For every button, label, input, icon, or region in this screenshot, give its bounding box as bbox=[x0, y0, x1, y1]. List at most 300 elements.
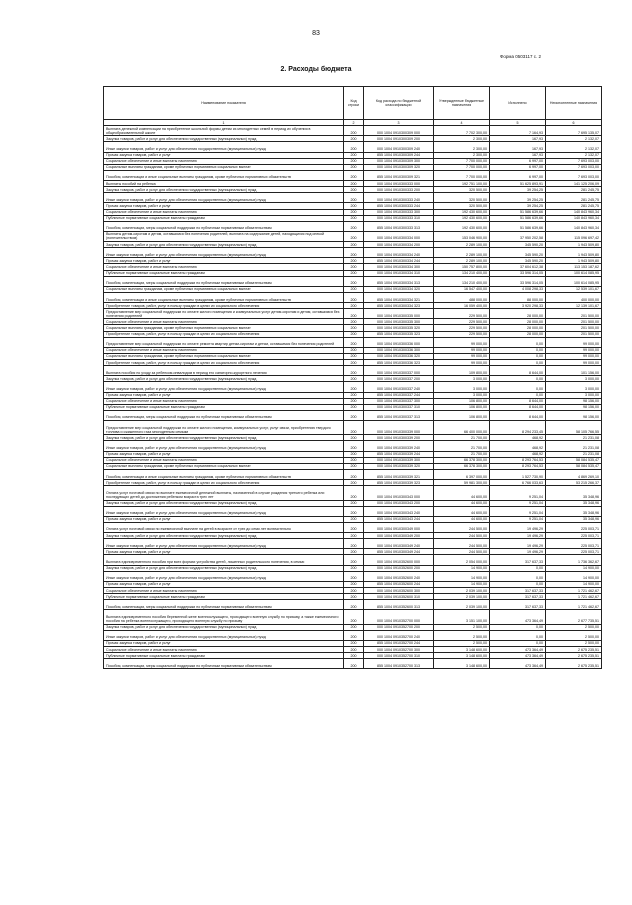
table-row bbox=[104, 486, 602, 500]
row-budget-code: 000 1004 0910300339 200 bbox=[364, 435, 434, 441]
row-executed: 33 596 314,05 bbox=[490, 276, 546, 286]
row-name: Закупка товаров, работ и услуг для обеспечения государственных (муниципальных) нужд bbox=[104, 565, 344, 571]
expenses-table bbox=[103, 86, 602, 669]
row-budget-code: 000 1004 0910352700 300 bbox=[364, 647, 434, 653]
row-remaining: 98 156,00 bbox=[546, 410, 602, 420]
row-executed: 0,00 bbox=[490, 630, 546, 640]
row-remaining: 21 231,08 bbox=[546, 451, 602, 457]
row-name: Социальное обеспечение и иные выплаты населению bbox=[104, 158, 344, 164]
row-budget-code: 000 1004 0910300343 240 bbox=[364, 506, 434, 516]
row-name: Прочая закупка товаров, работ и услуг bbox=[104, 451, 344, 457]
row-budget-code: 855 1004 0910300334 313 bbox=[364, 276, 434, 286]
row-budget-code: 855 1004 0910300349 244 bbox=[364, 549, 434, 555]
form-code: Форма 0503117 с. 2 bbox=[500, 54, 541, 59]
row-budget-code: 000 1004 0910352700 310 bbox=[364, 653, 434, 659]
row-line-code: 200 bbox=[344, 164, 364, 170]
row-executed: 19 496,29 bbox=[490, 522, 546, 532]
row-remaining: 140 843 960,34 bbox=[546, 221, 602, 231]
row-approved: 244 500,00 bbox=[434, 522, 490, 532]
row-name: Пособия, компенсации, меры социальной поддержки по публичным нормативным обязательствам bbox=[104, 600, 344, 610]
row-remaining: 7 695 135,07 bbox=[546, 126, 602, 136]
row-remaining: 35 348,96 bbox=[546, 516, 602, 522]
row-name: Выплата пособия по уходу за ребенком-инвалидом в период его санаторно-курортного лечения bbox=[104, 366, 344, 376]
row-name: Предоставление мер социальной поддержки по оплате ремонта квартир детям-сиротам и детям, оставшимся без попечения родителей bbox=[104, 337, 344, 347]
row-executed: 51 625 893,91 bbox=[490, 181, 546, 187]
row-name: Публичные нормативные социальные выплаты гражданам bbox=[104, 594, 344, 600]
row-remaining: 225 003,71 bbox=[546, 539, 602, 549]
row-name: Приобретение товаров, работ, услуг в пользу граждан в целях их социального обеспечения bbox=[104, 360, 344, 366]
row-name: Публичные нормативные социальные выплаты гражданам bbox=[104, 215, 344, 221]
column-number: 5 bbox=[490, 120, 546, 126]
row-executed: 19 496,29 bbox=[490, 533, 546, 539]
row-budget-code: 000 1004 0910300349 200 bbox=[364, 533, 434, 539]
row-budget-code: 000 1004 0910300337 300 bbox=[364, 398, 434, 404]
row-budget-code: 000 1004 0910300309 200 bbox=[364, 136, 434, 142]
row-budget-code: 000 1004 0910300334 320 bbox=[364, 286, 434, 292]
row-executed: 345 590,20 bbox=[490, 258, 546, 264]
row-approved: 2 039 100,00 bbox=[434, 588, 490, 594]
row-name: Пособия, компенсации и иные социальные выплаты гражданам, кроме публичных нормативных обязательств bbox=[104, 170, 344, 180]
row-remaining: 21 231,08 bbox=[546, 441, 602, 451]
row-executed: 9 251,04 bbox=[490, 500, 546, 506]
row-line-code: 200 bbox=[344, 221, 364, 231]
row-approved: 134 210 400,00 bbox=[434, 276, 490, 286]
row-remaining: 14 900,00 bbox=[546, 565, 602, 571]
row-executed: 317 637,33 bbox=[490, 588, 546, 594]
row-line-code: 200 bbox=[344, 392, 364, 398]
row-approved: 21 700,00 bbox=[434, 451, 490, 457]
row-remaining: 2 675 235,51 bbox=[546, 647, 602, 653]
row-line-code: 200 bbox=[344, 624, 364, 630]
row-line-code: 200 bbox=[344, 653, 364, 659]
row-executed: 28 000,00 bbox=[490, 309, 546, 319]
row-executed: 19 496,29 bbox=[490, 539, 546, 549]
row-name: Иные закупки товаров, работ и услуг для обеспечения государственных (муниципальных) нужд bbox=[104, 539, 344, 549]
row-budget-code: 855 1004 0910300334 244 bbox=[364, 258, 434, 264]
row-approved: 21 700,00 bbox=[434, 435, 490, 441]
row-line-code: 200 bbox=[344, 659, 364, 669]
row-approved: 320 500,00 bbox=[434, 203, 490, 209]
row-line-code: 200 bbox=[344, 516, 364, 522]
row-approved: 16 059 400,00 bbox=[434, 303, 490, 309]
row-approved: 2 300,00 bbox=[434, 136, 490, 142]
row-remaining: 4 869 269,10 bbox=[546, 469, 602, 479]
row-approved: 244 500,00 bbox=[434, 549, 490, 555]
row-approved: 7 702 300,00 bbox=[434, 126, 490, 136]
row-name: Предоставление мер социальной поддержки по оплате жилого помещения, коммунальных услуг, услуг связи, приобретению твердого топлива и сжиженного газа многодетным семьям bbox=[104, 421, 344, 435]
row-remaining: 98 156,00 bbox=[546, 398, 602, 404]
row-executed: 9 251,04 bbox=[490, 516, 546, 522]
row-remaining: 53 215 266,37 bbox=[546, 480, 602, 486]
row-line-code: 200 bbox=[344, 152, 364, 158]
row-line-code: 200 bbox=[344, 193, 364, 203]
row-approved: 134 210 400,00 bbox=[434, 270, 490, 276]
row-budget-code: 000 1004 0910300333 240 bbox=[364, 193, 434, 203]
row-budget-code: 855 1004 0910300309 244 bbox=[364, 152, 434, 158]
row-approved: 3 148 600,00 bbox=[434, 653, 490, 659]
row-executed: 28 000,00 bbox=[490, 319, 546, 325]
row-budget-code: 855 1004 0910300339 323 bbox=[364, 480, 434, 486]
column-number: 3 bbox=[364, 120, 434, 126]
row-approved: 3 148 600,00 bbox=[434, 647, 490, 653]
row-budget-code: 855 1004 0910300339 244 bbox=[364, 451, 434, 457]
row-name: Пособия, компенсации, меры социальной поддержки по публичным нормативным обязательствам bbox=[104, 410, 344, 420]
row-name: Социальное обеспечение и иные выплаты населению bbox=[104, 264, 344, 270]
row-name: Социальное обеспечение и иные выплаты населению bbox=[104, 588, 344, 594]
row-budget-code: 000 1004 0910300333 310 bbox=[364, 215, 434, 221]
row-name: Прочая закупка товаров, работ и услуг bbox=[104, 549, 344, 555]
row-name: Прочая закупка товаров, работ и услуг bbox=[104, 203, 344, 209]
table-row bbox=[104, 366, 602, 376]
row-approved: 3 000,00 bbox=[434, 392, 490, 398]
row-budget-code: 000 1004 0910300335 320 bbox=[364, 325, 434, 331]
table-row bbox=[104, 506, 602, 516]
row-budget-code: 855 1004 0910300309 321 bbox=[364, 170, 434, 180]
row-budget-code: 000 1004 0910352600 200 bbox=[364, 565, 434, 571]
row-line-code: 200 bbox=[344, 480, 364, 486]
row-executed: 7 164,93 bbox=[490, 126, 546, 136]
row-executed: 167,93 bbox=[490, 152, 546, 158]
row-line-code: 200 bbox=[344, 565, 364, 571]
row-approved: 66 378 300,00 bbox=[434, 457, 490, 463]
row-budget-code: 000 1004 0910300339 300 bbox=[364, 457, 434, 463]
row-line-code: 200 bbox=[344, 549, 364, 555]
table-row bbox=[104, 610, 602, 624]
row-executed: 167,93 bbox=[490, 136, 546, 142]
row-executed: 0,00 bbox=[490, 353, 546, 359]
row-budget-code: 000 1004 0910300333 200 bbox=[364, 187, 434, 193]
row-executed: 51 586 639,66 bbox=[490, 215, 546, 221]
row-remaining: 1 721 462,67 bbox=[546, 594, 602, 600]
row-name: Закупка товаров, работ и услуг для обеспечения государственных (муниципальных) нужд bbox=[104, 376, 344, 382]
row-budget-code: 000 1004 0910300339 000 bbox=[364, 421, 434, 435]
row-approved: 2 289 100,00 bbox=[434, 248, 490, 258]
row-approved: 229 500,00 bbox=[434, 319, 490, 325]
table-row bbox=[104, 659, 602, 669]
row-executed: 6 997,00 bbox=[490, 170, 546, 180]
row-remaining: 1 943 509,80 bbox=[546, 258, 602, 264]
row-line-code: 200 bbox=[344, 555, 364, 565]
row-executed: 6 997,00 bbox=[490, 164, 546, 170]
row-approved: 192 430 600,00 bbox=[434, 221, 490, 231]
row-line-code: 200 bbox=[344, 410, 364, 420]
table-row bbox=[104, 292, 602, 302]
row-remaining: 100 614 085,95 bbox=[546, 276, 602, 286]
row-approved: 192 751 100,00 bbox=[434, 181, 490, 187]
row-name: Иные закупки товаров, работ и услуг для обеспечения государственных (муниципальных) нужд bbox=[104, 630, 344, 640]
row-remaining: 35 348,96 bbox=[546, 500, 602, 506]
row-budget-code: 000 1004 0910300334 240 bbox=[364, 248, 434, 258]
row-line-code: 200 bbox=[344, 258, 364, 264]
row-name: Социальное обеспечение и иные выплаты населению bbox=[104, 647, 344, 653]
row-budget-code: 000 1004 0910352600 240 bbox=[364, 571, 434, 581]
row-executed: 51 586 639,66 bbox=[490, 209, 546, 215]
row-name: Прочая закупка товаров, работ и услуг bbox=[104, 640, 344, 646]
row-approved: 14 900,00 bbox=[434, 581, 490, 587]
row-executed: 9 251,04 bbox=[490, 486, 546, 500]
row-remaining: 140 843 960,34 bbox=[546, 209, 602, 215]
row-name: Пособия, компенсации, меры социальной поддержки по публичным нормативным обязательствам bbox=[104, 659, 344, 669]
row-name: Прочая закупка товаров, работ и услуг bbox=[104, 258, 344, 264]
row-executed: 0,00 bbox=[490, 581, 546, 587]
row-remaining: 281 245,75 bbox=[546, 187, 602, 193]
row-approved: 14 900,00 bbox=[434, 565, 490, 571]
row-name: Социальные выплаты гражданам, кроме публичных нормативных социальных выплат bbox=[104, 353, 344, 359]
row-remaining: 2 132,07 bbox=[546, 152, 602, 158]
row-budget-code: 000 1004 0910300337 310 bbox=[364, 404, 434, 410]
row-name: Закупка товаров, работ и услуг для обеспечения государственных (муниципальных) нужд bbox=[104, 533, 344, 539]
row-remaining: 201 500,00 bbox=[546, 309, 602, 319]
row-budget-code: 855 1004 0910300334 321 bbox=[364, 292, 434, 302]
row-line-code: 200 bbox=[344, 187, 364, 193]
row-line-code: 200 bbox=[344, 640, 364, 646]
row-executed: 28 000,00 bbox=[490, 325, 546, 331]
row-line-code: 200 bbox=[344, 581, 364, 587]
row-name: Иные закупки товаров, работ и услуг для обеспечения государственных (муниципальных) нужд bbox=[104, 441, 344, 451]
header-remaining: Неисполненные назначения bbox=[546, 87, 602, 120]
row-budget-code: 855 1004 0910352700 313 bbox=[364, 659, 434, 669]
row-remaining: 1 943 509,80 bbox=[546, 248, 602, 258]
row-executed: 317 637,33 bbox=[490, 600, 546, 610]
row-remaining: 7 693 003,00 bbox=[546, 158, 602, 164]
row-line-code: 200 bbox=[344, 647, 364, 653]
row-line-code: 200 bbox=[344, 325, 364, 331]
row-line-code: 200 bbox=[344, 264, 364, 270]
row-name: Приобретение товаров, работ, услуг в пользу граждан в целях их социального обеспечения bbox=[104, 480, 344, 486]
row-approved: 6 397 000,00 bbox=[434, 469, 490, 479]
row-line-code: 200 bbox=[344, 404, 364, 410]
row-budget-code: 855 1004 0910300336 323 bbox=[364, 360, 434, 366]
row-budget-code: 855 1004 0910300337 313 bbox=[364, 410, 434, 420]
row-executed: 39 254,25 bbox=[490, 203, 546, 209]
row-remaining: 99 000,00 bbox=[546, 347, 602, 353]
row-line-code: 200 bbox=[344, 248, 364, 258]
row-remaining: 3 000,00 bbox=[546, 382, 602, 392]
row-remaining: 12 539 101,67 bbox=[546, 286, 602, 292]
row-line-code: 200 bbox=[344, 353, 364, 359]
header-approved: Утвержденные бюджетные назначения bbox=[434, 87, 490, 120]
column-number: 4 bbox=[434, 120, 490, 126]
row-line-code: 200 bbox=[344, 463, 364, 469]
row-budget-code: 000 1004 0910352600 310 bbox=[364, 594, 434, 600]
row-line-code: 200 bbox=[344, 376, 364, 382]
row-executed: 4 008 298,33 bbox=[490, 286, 546, 292]
row-budget-code: 855 1004 0910352600 244 bbox=[364, 581, 434, 587]
row-line-code: 200 bbox=[344, 337, 364, 347]
row-executed: 0,00 bbox=[490, 571, 546, 581]
row-name: Выплата денежной компенсации на приобретение школьной формы детям из многодетных семей в период их обучения в общеобразовательной школе bbox=[104, 126, 344, 136]
row-name: Иные закупки товаров, работ и услуг для обеспечения государственных (муниципальных) нужд bbox=[104, 142, 344, 152]
row-budget-code: 855 1004 0910300333 244 bbox=[364, 203, 434, 209]
row-executed: 8 644,00 bbox=[490, 398, 546, 404]
row-name: Социальные выплаты гражданам, кроме публичных нормативных социальных выплат bbox=[104, 463, 344, 469]
row-approved: 44 600,00 bbox=[434, 500, 490, 506]
row-name: Прочая закупка товаров, работ и услуг bbox=[104, 581, 344, 587]
row-name: Публичные нормативные социальные выплаты гражданам bbox=[104, 404, 344, 410]
row-remaining: 58 084 535,47 bbox=[546, 457, 602, 463]
row-budget-code: 000 1004 0910352600 300 bbox=[364, 588, 434, 594]
row-executed: 473 364,49 bbox=[490, 647, 546, 653]
row-name: Социальные выплаты гражданам, кроме публичных нормативных социальных выплат bbox=[104, 164, 344, 170]
row-remaining: 1 736 362,67 bbox=[546, 555, 602, 565]
column-number: 2 bbox=[344, 120, 364, 126]
row-budget-code: 855 1004 0910300337 244 bbox=[364, 392, 434, 398]
row-line-code: 200 bbox=[344, 158, 364, 164]
row-remaining: 7 693 003,00 bbox=[546, 164, 602, 170]
row-approved: 192 430 600,00 bbox=[434, 209, 490, 215]
row-remaining: 2 677 735,51 bbox=[546, 610, 602, 624]
row-remaining: 2 132,07 bbox=[546, 142, 602, 152]
row-approved: 99 000,00 bbox=[434, 337, 490, 347]
row-budget-code: 855 1004 0910300343 244 bbox=[364, 516, 434, 522]
row-remaining: 14 900,00 bbox=[546, 581, 602, 587]
row-remaining: 1 943 509,80 bbox=[546, 242, 602, 248]
row-budget-code: 000 1004 0910300335 300 bbox=[364, 319, 434, 325]
row-remaining: 225 003,71 bbox=[546, 522, 602, 532]
row-approved: 153 046 900,00 bbox=[434, 231, 490, 241]
row-remaining: 2 675 235,51 bbox=[546, 659, 602, 669]
row-budget-code: 000 1004 0910300334 000 bbox=[364, 231, 434, 241]
row-approved: 44 600,00 bbox=[434, 506, 490, 516]
row-line-code: 200 bbox=[344, 506, 364, 516]
row-executed: 345 590,20 bbox=[490, 248, 546, 258]
table-row bbox=[104, 469, 602, 479]
row-budget-code: 000 1004 0910300336 000 bbox=[364, 337, 434, 347]
row-budget-code: 000 1004 0910300343 200 bbox=[364, 500, 434, 506]
table-row bbox=[104, 231, 602, 241]
row-name: Выплата единовременного пособия беременной жене военнослужащего, проходящего военную службу по призыву, а также ежемесячного пособия на ребенка военнослужащего, проходящего военную службу по призыву bbox=[104, 610, 344, 624]
row-executed: 8 294 233,45 bbox=[490, 421, 546, 435]
table-row bbox=[104, 382, 602, 392]
row-name: Социальные выплаты гражданам, кроме публичных нормативных социальных выплат bbox=[104, 325, 344, 331]
row-line-code: 200 bbox=[344, 533, 364, 539]
row-line-code: 200 bbox=[344, 539, 364, 549]
row-line-code: 200 bbox=[344, 319, 364, 325]
row-line-code: 200 bbox=[344, 588, 364, 594]
row-executed: 473 364,49 bbox=[490, 653, 546, 659]
row-line-code: 200 bbox=[344, 309, 364, 319]
row-name: Иные закупки товаров, работ и услуг для обеспечения государственных (муниципальных) нужд bbox=[104, 193, 344, 203]
row-executed: 0,00 bbox=[490, 360, 546, 366]
table-row bbox=[104, 309, 602, 319]
row-remaining: 98 156,00 bbox=[546, 404, 602, 410]
row-remaining: 14 900,00 bbox=[546, 571, 602, 581]
row-line-code: 200 bbox=[344, 382, 364, 392]
row-approved: 3 148 600,00 bbox=[434, 659, 490, 669]
row-name: Выплаты детям-сиротам и детям, оставшимся без попечения родителей, выплата на содержание детей, находящихся под опекой (попечительством) bbox=[104, 231, 344, 241]
row-line-code: 200 bbox=[344, 451, 364, 457]
table-row bbox=[104, 337, 602, 347]
row-budget-code: 855 1004 0910300339 321 bbox=[364, 469, 434, 479]
table-header-row bbox=[104, 87, 602, 120]
row-name: Закупка товаров, работ и услуг для обеспечения государственных (муниципальных) нужд bbox=[104, 624, 344, 630]
row-executed: 39 254,25 bbox=[490, 193, 546, 203]
row-line-code: 200 bbox=[344, 435, 364, 441]
row-remaining: 7 693 003,00 bbox=[546, 170, 602, 180]
row-approved: 2 300,00 bbox=[434, 142, 490, 152]
row-name: Иные закупки товаров, работ и услуг для обеспечения государственных (муниципальных) нужд bbox=[104, 571, 344, 581]
row-name: Публичные нормативные социальные выплаты гражданам bbox=[104, 270, 344, 276]
row-name: Закупка товаров, работ и услуг для обеспечения государственных (муниципальных) нужд bbox=[104, 136, 344, 142]
row-name: Социальное обеспечение и иные выплаты населению bbox=[104, 457, 344, 463]
row-approved: 3 000,00 bbox=[434, 376, 490, 382]
table-row bbox=[104, 421, 602, 435]
row-executed: 0,00 bbox=[490, 376, 546, 382]
row-line-code: 200 bbox=[344, 571, 364, 581]
row-line-code: 200 bbox=[344, 600, 364, 610]
row-name: Закупка товаров, работ и услуг для обеспечения государственных (муниципальных) нужд bbox=[104, 187, 344, 193]
row-approved: 99 000,00 bbox=[434, 353, 490, 359]
row-budget-code: 855 1004 0910300335 323 bbox=[364, 331, 434, 337]
row-executed: 345 590,20 bbox=[490, 242, 546, 248]
row-name: Социальные выплаты гражданам, кроме публичных нормативных социальных выплат bbox=[104, 286, 344, 292]
row-executed: 473 364,49 bbox=[490, 610, 546, 624]
row-name: Пособия, компенсации, меры социальной поддержки по публичным нормативным обязательствам bbox=[104, 221, 344, 231]
row-approved: 106 800,00 bbox=[434, 404, 490, 410]
row-name: Прочая закупка товаров, работ и услуг bbox=[104, 392, 344, 398]
row-remaining: 225 003,71 bbox=[546, 549, 602, 555]
row-budget-code: 000 1004 0910300337 200 bbox=[364, 376, 434, 382]
row-approved: 99 000,00 bbox=[434, 360, 490, 366]
row-line-code: 200 bbox=[344, 231, 364, 241]
row-executed: 468,92 bbox=[490, 435, 546, 441]
header-budget-code: Код расхода по бюджетной классификации bbox=[364, 87, 434, 120]
row-name: Пособия, компенсации и иные социальные выплаты гражданам, кроме публичных нормативных обязательств bbox=[104, 292, 344, 302]
row-approved: 488 000,00 bbox=[434, 292, 490, 302]
row-approved: 66 378 300,00 bbox=[434, 463, 490, 469]
row-approved: 320 500,00 bbox=[434, 187, 490, 193]
row-line-code: 200 bbox=[344, 610, 364, 624]
row-budget-code: 000 1004 0910300339 240 bbox=[364, 441, 434, 451]
row-budget-code: 000 1004 0910352700 000 bbox=[364, 610, 434, 624]
row-name: Предоставление мер социальной поддержки по оплате жилого помещения и коммунальных услуг детям-сиротам и детям, оставшимся без попечения родителей bbox=[104, 309, 344, 319]
row-remaining: 400 000,00 bbox=[546, 292, 602, 302]
row-remaining: 99 000,00 bbox=[546, 360, 602, 366]
row-line-code: 200 bbox=[344, 142, 364, 152]
table-row bbox=[104, 276, 602, 286]
row-approved: 14 900,00 bbox=[434, 571, 490, 581]
row-budget-code: 000 1004 0910300349 000 bbox=[364, 522, 434, 532]
row-budget-code: 000 1004 0910352700 240 bbox=[364, 630, 434, 640]
row-executed: 468,92 bbox=[490, 441, 546, 451]
row-approved: 229 500,00 bbox=[434, 325, 490, 331]
row-approved: 2 039 100,00 bbox=[434, 600, 490, 610]
row-approved: 2 500,00 bbox=[434, 640, 490, 646]
row-executed: 473 364,49 bbox=[490, 659, 546, 669]
row-line-code: 200 bbox=[344, 457, 364, 463]
row-approved: 2 039 100,00 bbox=[434, 594, 490, 600]
row-line-code: 200 bbox=[344, 441, 364, 451]
page-number: 83 bbox=[312, 30, 320, 37]
row-name: Иные закупки товаров, работ и услуг для обеспечения государственных (муниципальных) нужд bbox=[104, 248, 344, 258]
row-budget-code: 000 1004 0910300334 200 bbox=[364, 242, 434, 248]
row-line-code: 200 bbox=[344, 242, 364, 248]
row-remaining: 140 843 960,34 bbox=[546, 215, 602, 221]
row-approved: 2 300,00 bbox=[434, 152, 490, 158]
row-budget-code: 000 1004 0910352700 200 bbox=[364, 624, 434, 630]
row-line-code: 200 bbox=[344, 203, 364, 209]
row-name: Социальное обеспечение и иные выплаты населению bbox=[104, 319, 344, 325]
header-executed: Исполнено bbox=[490, 87, 546, 120]
row-approved: 16 547 400,00 bbox=[434, 286, 490, 292]
table-row bbox=[104, 170, 602, 180]
row-executed: 317 637,33 bbox=[490, 555, 546, 565]
row-line-code: 200 bbox=[344, 286, 364, 292]
row-remaining: 35 348,96 bbox=[546, 486, 602, 500]
row-name: Социальное обеспечение и иные выплаты населению bbox=[104, 347, 344, 353]
row-budget-code: 855 1004 0910352700 244 bbox=[364, 640, 434, 646]
row-executed: 167,93 bbox=[490, 142, 546, 152]
